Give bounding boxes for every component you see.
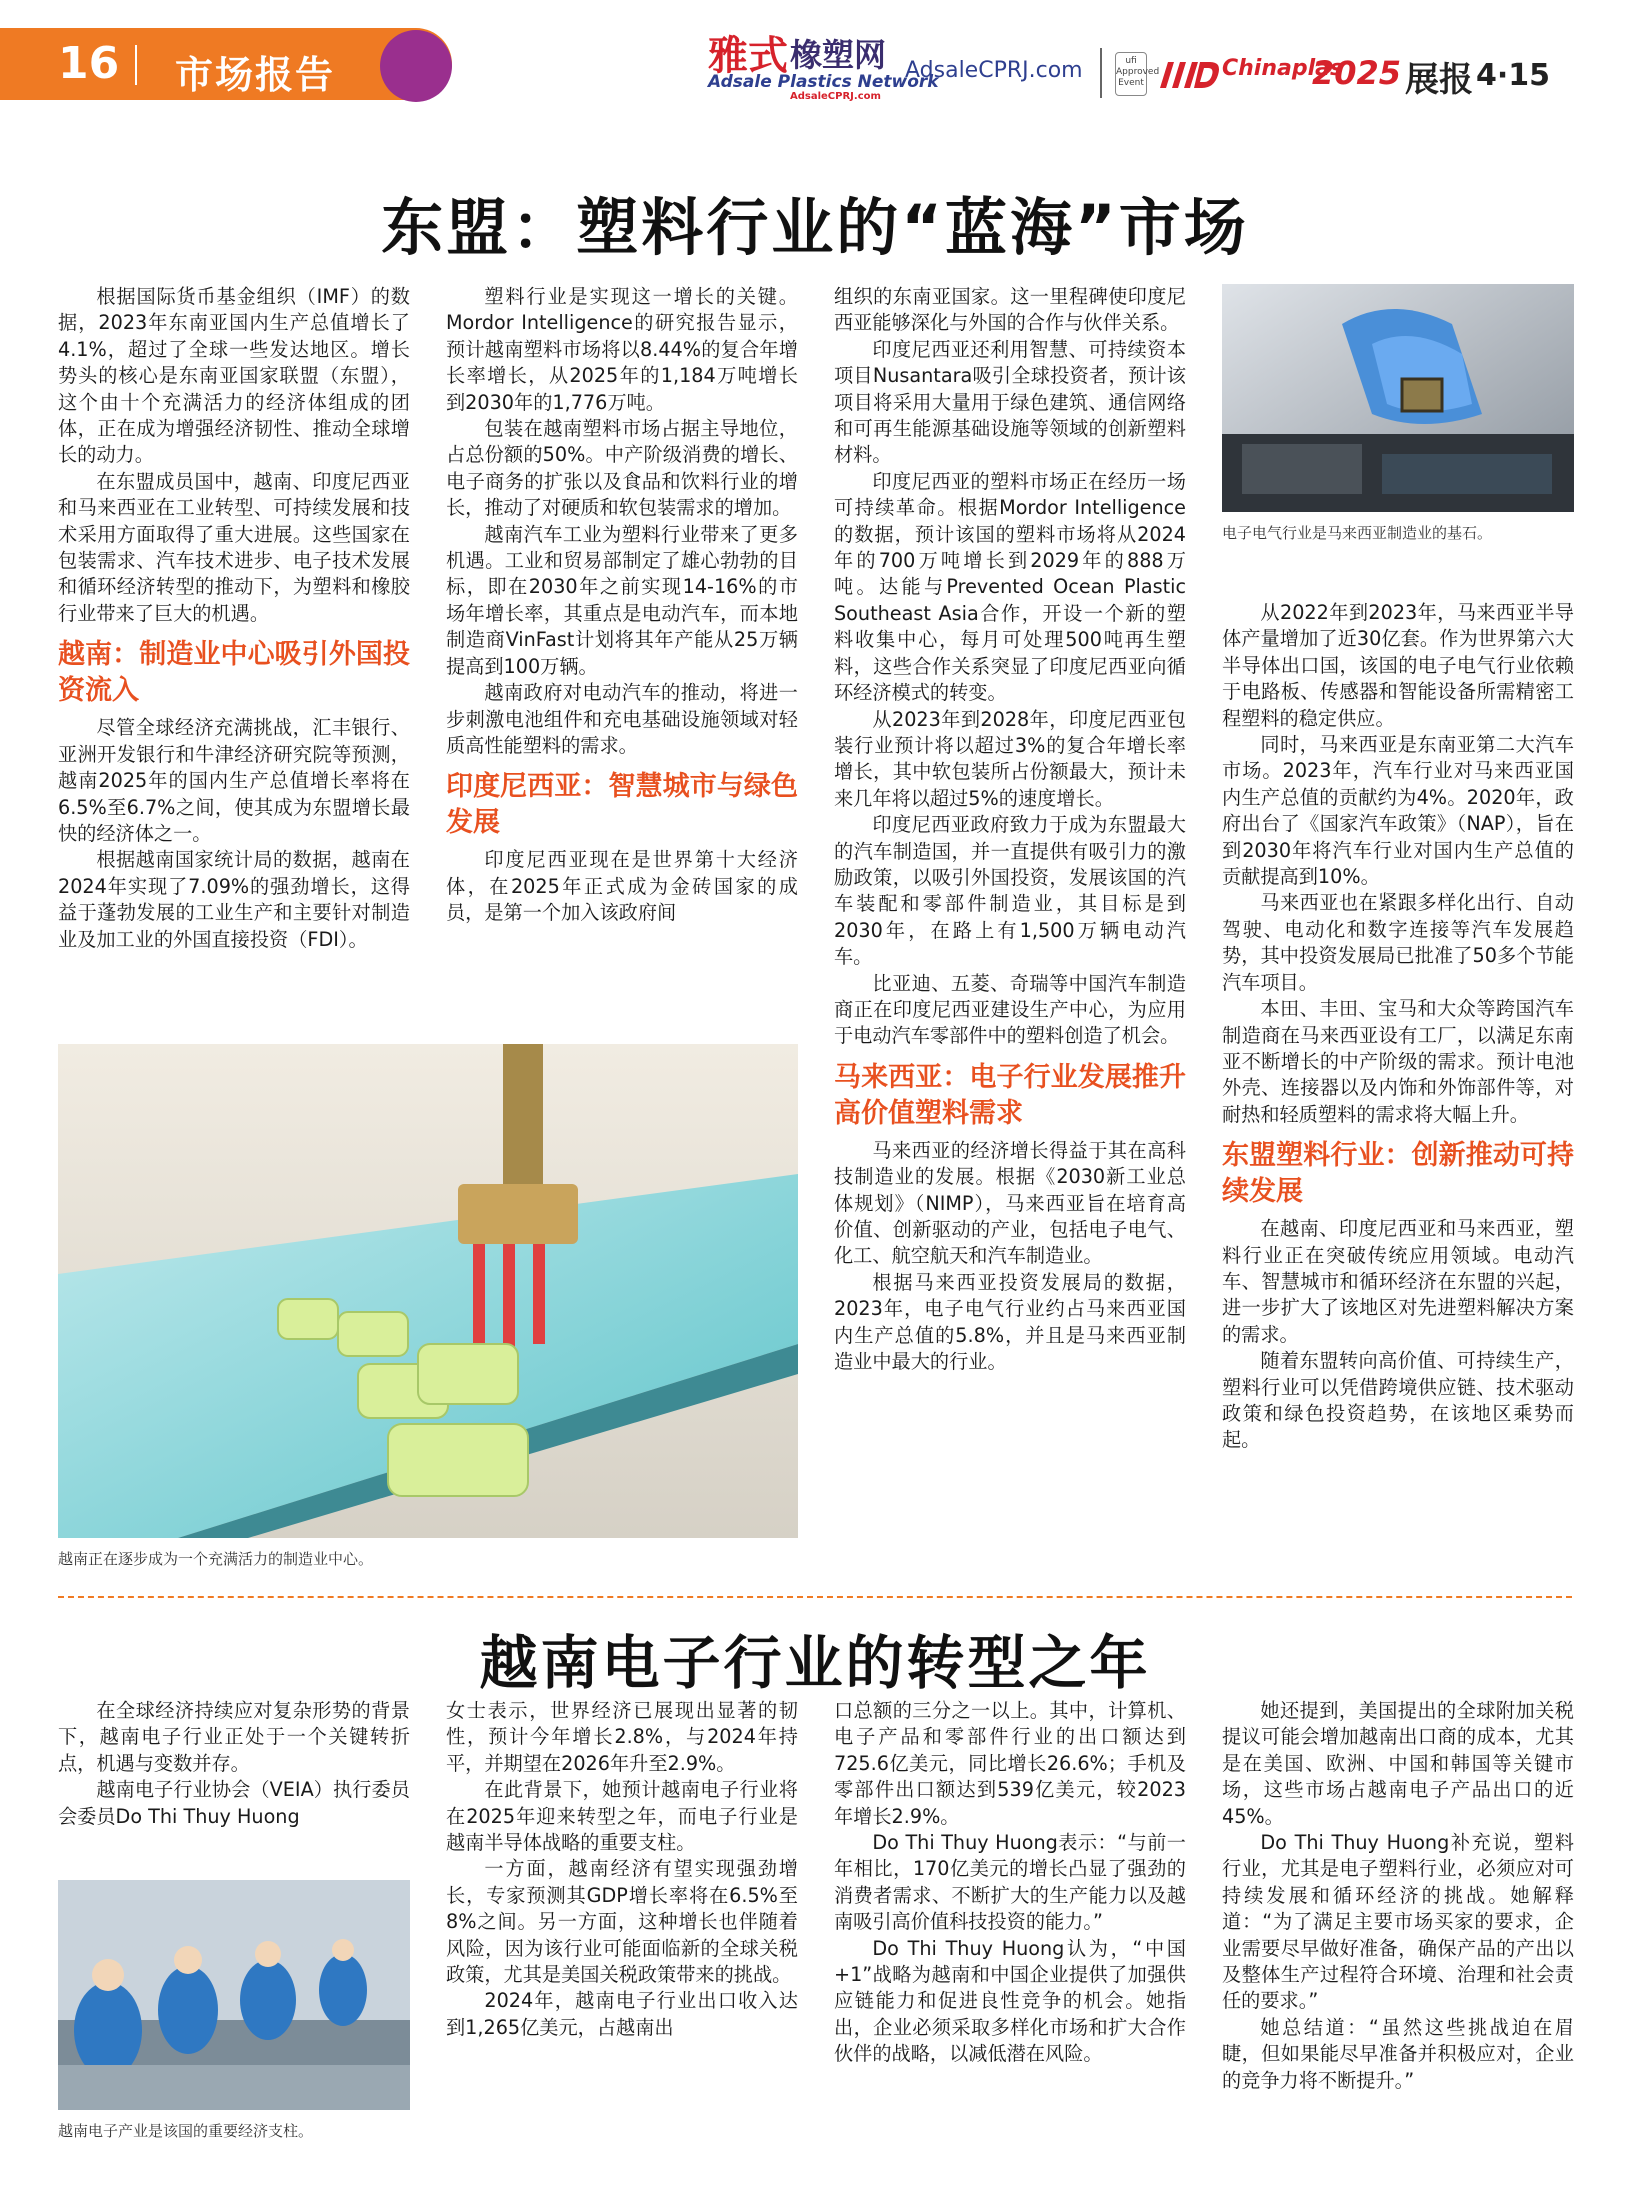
paragraph: 印度尼西亚的塑料市场正在经历一场可持续革命。根据Mordor Intelligence的数据，预计该国的塑料市场将从2024年的700万吨增长到2029年的888万吨。达能与Prevented Ocean Plastic Southeast Asia合作，开设一个新的塑料收集中心，每月可处理500吨再生塑料，这些合作关系突显了印度尼西亚向循环经济模式的转变。 — [834, 469, 1186, 705]
article2-column-4 — [1222, 1698, 1574, 2094]
photo-factory — [58, 1044, 798, 1538]
chinaplas-year: 2025 — [1312, 54, 1402, 92]
paragraph: 马来西亚也在紧跟多样化出行、自动驾驶、电动化和数字连接等汽车发展趋势，其中投资发展局已批准了50多个节能汽车项目。 — [1222, 891, 1574, 994]
paragraph: 组织的东南亚国家。这一里程碑使印度尼西亚能够深化与外国的合作与伙伴关系。 — [834, 285, 1186, 335]
paragraph: 根据国际货币基金组织（IMF）的数据，2023年东南亚国内生产总值增长了4.1%，超过了全球一些发达地区。增长势头的核心是东南亚国家联盟（东盟），这个由十个充满活力的经济体组成的团体，正在成为增强经济韧性、推动全球增长的动力。 — [58, 285, 410, 467]
subheading-asean: 东盟塑料行业：创新推动可持续发展 — [1222, 1140, 1574, 1208]
subheading-indonesia: 印度尼西亚：智慧城市与绿色发展 — [446, 771, 798, 839]
article1-column-3 — [834, 284, 1186, 1375]
paragraph: 2024年，越南电子行业出口收入达到1,265亿美元，占越南出 — [446, 1989, 798, 2039]
photo-factory-image — [58, 1044, 798, 1538]
paragraph: Do Thi Thuy Huong认为，“中国+1”战略为越南和中国企业提供了加强供应链能力和促进良性竞争的机会。她指出，企业必须采取多样化市场和扩大合作伙伴的战略，以减低潜在风险。 — [834, 1936, 1186, 2066]
logo-cn-site: 橡塑网 — [790, 36, 887, 74]
tab-divider — [135, 45, 137, 85]
site-url-link[interactable]: AdsaleCPRJ.com — [905, 58, 1083, 83]
paragraph: 印度尼西亚政府致力于成为东盟最大的汽车制造国，并一直提供有吸引力的激励政策，以吸引外国投资，发展该国的汽车装配和零部件制造业，其目标是到2030年，在路上有1,500万辆电动汽车。 — [834, 813, 1186, 969]
logo-url: AdsaleCPRJ.com — [790, 91, 881, 102]
page-number: 16 — [58, 38, 120, 89]
paragraph: 在全球经济持续应对复杂形势的背景下，越南电子行业正处于一个关键转折点，机遇与变数并存。 — [58, 1699, 410, 1775]
article2-column-3 — [834, 1698, 1186, 2068]
paragraph: 印度尼西亚还利用智慧、可持续资本项目Nusantara吸引全球投资者，预计该项目将采用大量用于绿色建筑、通信网络和可再生能源基础设施等领域的创新塑料材料。 — [834, 337, 1186, 467]
paragraph: 她还提到，美国提出的全球附加关税提议可能会增加越南出口商的成本，尤其是在美国、欧洲、中国和韩国等关键市场，这些市场占越南电子产品出口的近45%。 — [1222, 1699, 1574, 1828]
paragraph: 马来西亚的经济增长得益于其在高科技制造业的发展。根据《2030新工业总体规划》（NIMP），马来西亚旨在培育高价值、创新驱动的产业，包括电子电气、化工、航空航天和汽车制造业。 — [834, 1138, 1186, 1268]
paragraph: 在东盟成员国中，越南、印度尼西亚和马来西亚在工业转型、可持续发展和技术采用方面取得了重大进展。这些国家在包装需求、汽车技术进步、电子技术发展和循环经济转型的推动下，为塑料和橡胶行业带来了巨大的机遇。 — [58, 469, 410, 625]
paragraph: 在越南、印度尼西亚和马来西亚，塑料行业正在突破传统应用领域。电动汽车、智慧城市和循环经济在东盟的兴起，进一步扩大了该地区对先进塑料解决方案的需求。 — [1222, 1217, 1574, 1346]
paragraph: 女士表示，世界经济已展现出显著的韧性，预计今年增长2.8%，与2024年持平，并期望在2026年升至2.9%。 — [446, 1699, 798, 1775]
subheading-malaysia: 马来西亚：电子行业发展推升高价值塑料需求 — [834, 1061, 1186, 1129]
paragraph: 一方面，越南经济有望实现强劲增长，专家预测其GDP增长率将在6.5%至8%之间。另一方面，这种增长也伴随着风险，因为该行业可能面临新的全球关税政策，尤其是美国关税政策带来的挑战。 — [446, 1857, 798, 1987]
ufi-logo: ufi Approved Event — [1115, 52, 1147, 96]
paragraph: 同时，马来西亚是东南亚第二大汽车市场。2023年，汽车行业对马来西亚国内生产总值的贡献约为4%。2020年，政府出台了《国家汽车政策》（NAP），旨在到2030年将汽车行业对国内生产总值的贡献提高到10%。 — [1222, 733, 1574, 889]
subheading-vietnam: 越南：制造业中心吸引外国投资流入 — [58, 639, 410, 707]
logo-en: Adsale Plastics Network — [708, 72, 939, 92]
photo-workers-caption: 越南电子产业是该国的重要经济支柱。 — [58, 2122, 314, 2140]
issue-date: 4·15 — [1476, 58, 1551, 93]
section-label: 市场报告 — [175, 53, 336, 97]
paragraph: 塑料行业是实现这一增长的关键。Mordor Intelligence的研究报告显示，预计越南塑料市场将以8.44%的复合年增长率增长，从2025年的1,184万吨增长到2030年的1,776万吨。 — [446, 285, 798, 414]
article-divider — [58, 1596, 1572, 1598]
photo-electronics-image — [1222, 284, 1574, 512]
photo-workers-image — [58, 1880, 410, 2110]
paragraph: 越南电子行业协会（VEIA）执行委员会委员Do Thi Thuy Huong — [58, 1778, 410, 1828]
header-divider — [1100, 48, 1102, 98]
article1-column-1 — [58, 284, 410, 953]
paragraph: Do Thi Thuy Huong补充说，塑料行业，尤其是电子塑料行业，必须应对可持续发展和循环经济的挑战。她解释道：“为了满足主要市场买家的要求，企业需要尽早做好准备，确保产品的产出以及整体生产过程符合环境、治理和社会责任的要求。” — [1222, 1831, 1574, 2013]
article2-column-1 — [58, 1698, 410, 1830]
photo-electronics-caption: 电子电气行业是马来西亚制造业的基石。 — [1222, 524, 1493, 542]
chinaplas-wordmark: Chinaplas — [1222, 56, 1344, 81]
photo-factory-caption: 越南正在逐步成为一个充满活力的制造业中心。 — [58, 1550, 374, 1568]
article-title: 东盟：塑料行业的“蓝海”市场 — [381, 191, 1249, 264]
paragraph: 口总额的三分之一以上。其中，计算机、电子产品和零部件行业的出口额达到725.6亿美元，同比增长26.6%；手机及零部件出口额达到539亿美元，较2023年增长2.9%。 — [834, 1699, 1186, 1828]
paragraph: 在此背景下，她预计越南电子行业将在2025年迎来转型之年，而电子行业是越南半导体战略的重要支柱。 — [446, 1778, 798, 1855]
chinaplas-logo-icon — [1160, 62, 1222, 88]
paragraph: 越南汽车工业为塑料行业带来了更多机遇。工业和贸易部制定了雄心勃勃的目标，即在2030年之前实现14-16%的市场年增长率，其重点是电动汽车，而本地制造商VinFast计划将其年产能从25万辆提高到100万辆。 — [446, 522, 798, 678]
paragraph: Do Thi Thuy Huong表示：“与前一年相比，170亿美元的增长凸显了强劲的消费者需求、不断扩大的生产能力以及越南吸引高价值科技投资的能力。” — [834, 1831, 1186, 1934]
paragraph: 从2023年到2028年，印度尼西亚包装行业预计将以超过3%的复合年增长率增长，其中软包装所占份额最大，预计未来几年将以超过5%的速度增长。 — [834, 707, 1186, 810]
section-tab-accent — [380, 30, 452, 102]
photo-workers — [58, 1880, 410, 2110]
paragraph: 本田、丰田、宝马和大众等跨国汽车制造商在马来西亚设有工厂，以满足东南亚不断增长的中产阶级的需求。预计电池外壳、连接器以及内饰和外饰部件等，对耐热和轻质塑料的需求将大幅上升。 — [1222, 997, 1574, 1126]
paragraph: 比亚迪、五菱、奇瑞等中国汽车制造商正在印度尼西亚建设生产中心，为应用于电动汽车零部件中的塑料创造了机会。 — [834, 971, 1186, 1048]
paragraph: 她总结道：“虽然这些挑战迫在眉睫，但如果能尽早准备并积极应对，企业的竞争力将不断提升。” — [1222, 2015, 1574, 2092]
paragraph: 越南政府对电动汽车的推动，将进一步刺激电池组件和充电基础设施领域对轻质高性能塑料的需求。 — [446, 681, 798, 757]
logo-cn-brand: 雅式 — [708, 32, 788, 79]
article2-column-2 — [446, 1698, 798, 2041]
photo-electronics — [1222, 284, 1574, 512]
paragraph: 根据越南国家统计局的数据，越南在2024年实现了7.09%的强劲增长，这得益于蓬勃发展的工业生产和主要针对制造业及加工业的外国直接投资（FDI）。 — [58, 848, 410, 951]
article2-title: 越南电子行业的转型之年 — [479, 1629, 1151, 1697]
paragraph: 根据马来西亚投资发展局的数据，2023年，电子电气行业约占马来西亚国内生产总值的5.8%，并且是马来西亚制造业中最大的行业。 — [834, 1270, 1186, 1374]
paragraph: 随着东盟转向高价值、可持续生产，塑料行业可以凭借跨境供应链、技术驱动政策和绿色投资趋势，在该地区乘势而起。 — [1222, 1349, 1574, 1452]
article1-column-4 — [1222, 600, 1574, 1454]
paragraph: 印度尼西亚现在是世界第十大经济体，在2025年正式成为金砖国家的成员，是第一个加入该政府间 — [446, 848, 798, 925]
paragraph: 从2022年到2023年，马来西亚半导体产量增加了近30亿套。作为世界第六大半导体出口国，该国的电子电气行业依赖于电路板、传感器和智能设备所需精密工程塑料的稳定供应。 — [1222, 601, 1574, 730]
issue-label: 展报 — [1405, 60, 1473, 100]
paragraph: 包装在越南塑料市场占据主导地位，占总份额的50%。中产阶级消费的增长、电子商务的扩张以及食品和饮料行业的增长，推动了对硬质和软包装需求的增加。 — [446, 417, 798, 520]
article1-column-2 — [446, 284, 798, 927]
paragraph: 尽管全球经济充满挑战，汇丰银行、亚洲开发银行和牛津经济研究院等预测，越南2025年的国内生产总值增长率将在6.5%至6.7%之间，使其成为东盟增长最快的经济体之一。 — [58, 716, 410, 845]
